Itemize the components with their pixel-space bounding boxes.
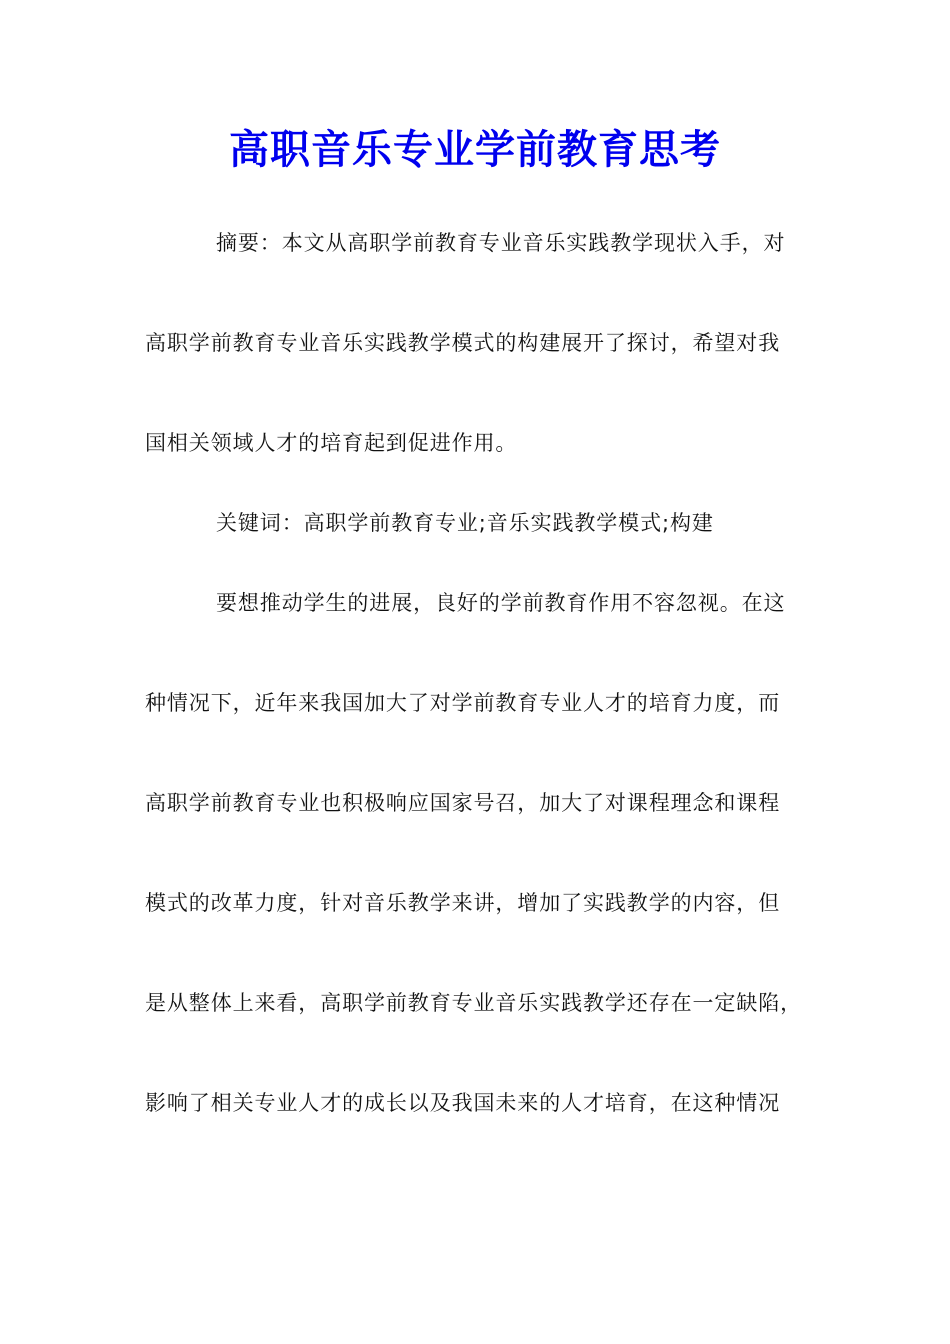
keywords-line: 关键词：高职学前教育专业;音乐实践教学模式;构建 [216,511,714,535]
abstract-line-2: 高职学前教育专业音乐实践教学模式的构建展开了探讨，希望对我 [145,331,781,355]
abstract-line-3: 国相关领域人才的培育起到促进作用。 [145,431,518,455]
document-title: 高职音乐专业学前教育思考 [229,126,721,173]
body-line-1: 要想推动学生的进展，良好的学前教育作用不容忽视。在这 [216,591,786,615]
abstract-line-1: 摘要：本文从高职学前教育专业音乐实践教学现状入手，对 [216,231,786,255]
body-line-3: 高职学前教育专业也积极响应国家号召，加大了对课程理念和课程 [145,791,781,815]
body-line-2: 种情况下，近年来我国加大了对学前教育专业人才的培育力度，而 [145,691,781,715]
body-line-4: 模式的改革力度，针对音乐教学来讲，增加了实践教学的内容，但 [145,891,781,915]
body-line-6: 影响了相关专业人才的成长以及我国未来的人才培育，在这种情况 [145,1091,781,1115]
body-line-5: 是从整体上来看，高职学前教育专业音乐实践教学还存在一定缺陷， [145,991,802,1015]
